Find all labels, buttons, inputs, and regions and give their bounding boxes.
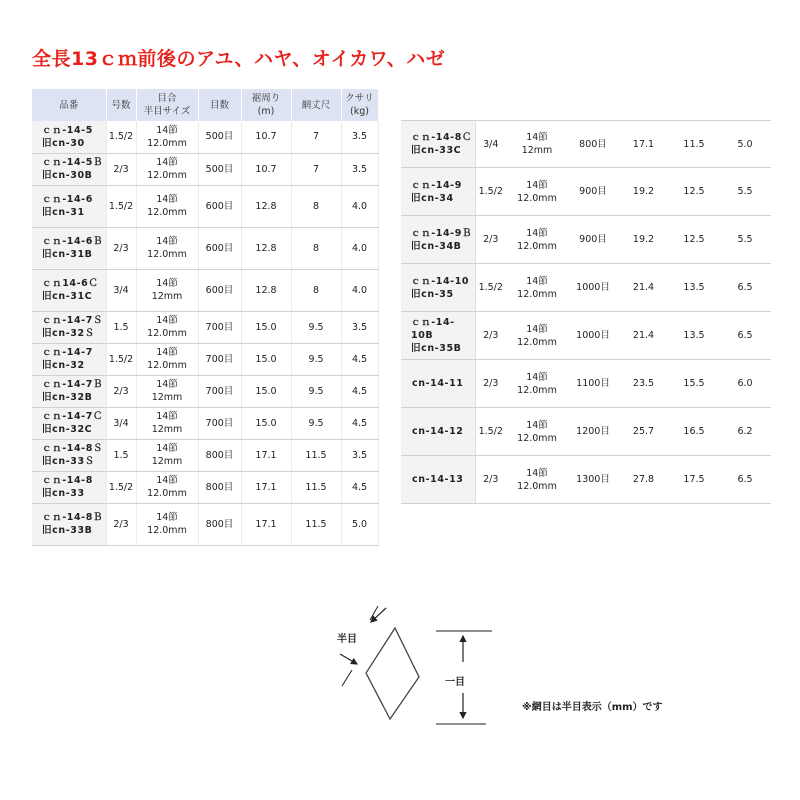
mesu-cell: 800目 bbox=[568, 121, 618, 168]
hinban-cell bbox=[401, 121, 475, 168]
susomawari-cell: 15.0 bbox=[241, 343, 291, 375]
full-mesh-label: 一目 bbox=[445, 677, 465, 688]
hinban-cell bbox=[32, 375, 106, 407]
amitake-cell: 11.5 bbox=[291, 503, 341, 545]
mesu-cell: 1000目 bbox=[568, 312, 618, 360]
hinban-cell bbox=[32, 121, 106, 153]
mesh-diamond bbox=[366, 628, 419, 719]
old-product-code: 旧cn-31C bbox=[42, 291, 93, 302]
susomawari-cell: 12.8 bbox=[241, 227, 291, 269]
hinban-cell bbox=[32, 185, 106, 227]
amitake-cell: 7 bbox=[291, 153, 341, 185]
spec-table-left bbox=[32, 89, 379, 546]
mesu-cell: 900目 bbox=[568, 168, 618, 216]
table-row bbox=[32, 311, 378, 343]
meai-cell: 14節 12mm bbox=[506, 121, 568, 168]
hinban-cell bbox=[401, 312, 475, 360]
header-kusari: クサリ (kg) bbox=[341, 89, 378, 121]
table-row bbox=[401, 121, 771, 168]
mesu-cell: 800目 bbox=[198, 439, 241, 471]
kusari-cell: 4.5 bbox=[341, 407, 378, 439]
product-code: ｃｎ14-6Ｃ bbox=[42, 278, 99, 289]
mesu-cell: 600目 bbox=[198, 269, 241, 311]
kusari-cell: 3.5 bbox=[341, 311, 378, 343]
meai-cell: 14節 12.0mm bbox=[506, 264, 568, 312]
gousu-cell: 1.5/2 bbox=[475, 168, 506, 216]
page-title: 全長13ｃｍ前後のアユ、ハヤ、オイカワ、ハゼ bbox=[32, 48, 446, 70]
gousu-cell: 3/4 bbox=[106, 407, 136, 439]
old-product-code: 旧cn-34B bbox=[411, 240, 462, 252]
hinban-cell bbox=[401, 264, 475, 312]
meai-cell: 14節 12mm bbox=[136, 407, 198, 439]
table-row bbox=[401, 168, 771, 216]
gousu-cell: 2/3 bbox=[475, 456, 506, 504]
amitake-cell: 7 bbox=[291, 121, 341, 153]
amitake-cell: 9.5 bbox=[291, 311, 341, 343]
table-header-row bbox=[32, 89, 378, 121]
old-product-code: 旧cn-35 bbox=[411, 288, 454, 300]
hinban-cell bbox=[32, 269, 106, 311]
kusari-cell: 6.5 bbox=[719, 456, 771, 504]
amitake-cell: 8 bbox=[291, 269, 341, 311]
mesu-cell: 500目 bbox=[198, 121, 241, 153]
table-row bbox=[32, 407, 378, 439]
table-row bbox=[32, 227, 378, 269]
product-code: ｃｎ-14-10 bbox=[411, 275, 470, 287]
mesu-cell: 700目 bbox=[198, 311, 241, 343]
kusari-cell: 4.5 bbox=[341, 471, 378, 503]
gousu-cell: 2/3 bbox=[475, 216, 506, 264]
susomawari-cell: 17.1 bbox=[241, 503, 291, 545]
meai-cell: 14節 12.0mm bbox=[136, 311, 198, 343]
old-product-code: 旧cn-32Ｓ bbox=[42, 328, 95, 339]
kusari-cell: 4.5 bbox=[341, 343, 378, 375]
amitake-cell: 13.5 bbox=[669, 312, 719, 360]
amitake-cell: 11.5 bbox=[669, 121, 719, 168]
amitake-cell: 11.5 bbox=[291, 471, 341, 503]
old-product-code: 旧cn-31 bbox=[42, 207, 85, 218]
product-code: ｃｎ-14-9 bbox=[411, 179, 462, 191]
meai-cell: 14節 12.0mm bbox=[506, 168, 568, 216]
gousu-cell: 1.5/2 bbox=[106, 471, 136, 503]
kusari-cell: 5.5 bbox=[719, 168, 771, 216]
meai-cell: 14節 12.0mm bbox=[136, 343, 198, 375]
hinban-cell bbox=[32, 503, 106, 545]
gousu-cell: 2/3 bbox=[106, 375, 136, 407]
hinban-cell bbox=[32, 407, 106, 439]
mesu-cell: 800目 bbox=[198, 503, 241, 545]
spec-table-right bbox=[401, 120, 771, 504]
gousu-cell: 2/3 bbox=[106, 153, 136, 185]
old-product-code: 旧cn-32C bbox=[42, 424, 93, 435]
kusari-cell: 4.5 bbox=[341, 375, 378, 407]
amitake-cell: 17.5 bbox=[669, 456, 719, 504]
product-code: cn-14-11 bbox=[411, 378, 464, 389]
gousu-cell: 2/3 bbox=[106, 503, 136, 545]
susomawari-cell: 17.1 bbox=[241, 471, 291, 503]
product-code: ｃｎ-14-7 bbox=[42, 347, 93, 358]
old-product-code: 旧cn-33C bbox=[411, 145, 462, 156]
amitake-cell: 15.5 bbox=[669, 360, 719, 408]
mesu-cell: 600目 bbox=[198, 185, 241, 227]
table-row bbox=[401, 312, 771, 360]
product-code: cn-14-13 bbox=[411, 474, 464, 485]
product-code: ｃｎ-14-7Ｃ bbox=[42, 411, 104, 422]
product-code: cn-14-12 bbox=[411, 426, 464, 437]
header-amitake: 網丈尺 bbox=[291, 89, 341, 121]
amitake-cell: 9.5 bbox=[291, 343, 341, 375]
half-mesh-label: 半目 bbox=[337, 634, 357, 645]
meai-cell: 14節 12.0mm bbox=[136, 503, 198, 545]
hinban-cell bbox=[32, 227, 106, 269]
susomawari-cell: 17.1 bbox=[618, 121, 669, 168]
susomawari-cell: 12.8 bbox=[241, 185, 291, 227]
gousu-cell: 1.5 bbox=[106, 311, 136, 343]
amitake-cell: 11.5 bbox=[291, 439, 341, 471]
old-product-code: 旧cn-32 bbox=[42, 360, 85, 371]
hinban-cell bbox=[401, 360, 475, 408]
amitake-cell: 12.5 bbox=[669, 216, 719, 264]
product-code: ｃｎ-14-10B bbox=[411, 317, 455, 341]
susomawari-cell: 15.0 bbox=[241, 407, 291, 439]
header-gousu: 号数 bbox=[106, 89, 136, 121]
meai-cell: 14節 12.0mm bbox=[136, 185, 198, 227]
half-mesh-arrow-top bbox=[370, 606, 378, 620]
table-row bbox=[32, 503, 378, 545]
kusari-cell: 6.0 bbox=[719, 360, 771, 408]
hinban-cell bbox=[401, 456, 475, 504]
mesu-cell: 700目 bbox=[198, 407, 241, 439]
old-product-code: 旧cn-34 bbox=[411, 192, 454, 204]
old-product-code: 旧cn-33Ｓ bbox=[42, 456, 95, 467]
kusari-cell: 3.5 bbox=[341, 121, 378, 153]
kusari-cell: 6.5 bbox=[719, 264, 771, 312]
amitake-cell: 12.5 bbox=[669, 168, 719, 216]
susomawari-cell: 25.7 bbox=[618, 408, 669, 456]
susomawari-cell: 27.8 bbox=[618, 456, 669, 504]
gousu-cell: 1.5/2 bbox=[475, 408, 506, 456]
hinban-cell bbox=[32, 311, 106, 343]
amitake-cell: 8 bbox=[291, 227, 341, 269]
susomawari-cell: 17.1 bbox=[241, 439, 291, 471]
header-hinban: 品番 bbox=[32, 89, 106, 121]
header-mesu: 目数 bbox=[198, 89, 241, 121]
meai-cell: 14節 12.0mm bbox=[506, 216, 568, 264]
kusari-cell: 5.0 bbox=[719, 121, 771, 168]
meai-cell: 14節 12mm bbox=[136, 439, 198, 471]
amitake-cell: 9.5 bbox=[291, 407, 341, 439]
meai-cell: 14節 12.0mm bbox=[506, 456, 568, 504]
susomawari-cell: 10.7 bbox=[241, 121, 291, 153]
product-code: ｃｎ-14-7Ｂ bbox=[42, 379, 104, 390]
table-row bbox=[401, 456, 771, 504]
old-product-code: 旧cn-31B bbox=[42, 249, 93, 260]
mesu-cell: 700目 bbox=[198, 375, 241, 407]
kusari-cell: 6.2 bbox=[719, 408, 771, 456]
table-row bbox=[401, 216, 771, 264]
table-row bbox=[32, 185, 378, 227]
meai-cell: 14節 12.0mm bbox=[136, 153, 198, 185]
table-row bbox=[401, 264, 771, 312]
kusari-cell: 6.5 bbox=[719, 312, 771, 360]
kusari-cell: 5.0 bbox=[341, 503, 378, 545]
mesu-cell: 600目 bbox=[198, 227, 241, 269]
mesu-cell: 1000目 bbox=[568, 264, 618, 312]
hinban-cell bbox=[401, 168, 475, 216]
meai-cell: 14節 12mm bbox=[136, 269, 198, 311]
half-mesh-arrow-bottom bbox=[340, 654, 357, 664]
table-row bbox=[32, 121, 378, 153]
product-code: ｃｎ-14-8Ｓ bbox=[42, 443, 104, 454]
gousu-cell: 1.5/2 bbox=[106, 121, 136, 153]
susomawari-cell: 15.0 bbox=[241, 311, 291, 343]
amitake-cell: 13.5 bbox=[669, 264, 719, 312]
gousu-cell: 1.5 bbox=[106, 439, 136, 471]
susomawari-cell: 19.2 bbox=[618, 216, 669, 264]
gousu-cell: 2/3 bbox=[106, 227, 136, 269]
old-product-code: 旧cn-32B bbox=[42, 392, 93, 403]
table-row bbox=[32, 375, 378, 407]
meai-cell: 14節 12.0mm bbox=[136, 121, 198, 153]
mesu-cell: 1100目 bbox=[568, 360, 618, 408]
old-product-code: 旧cn-33B bbox=[42, 525, 93, 536]
mesu-cell: 800目 bbox=[198, 471, 241, 503]
product-code: ｃｎ-14-5Ｂ bbox=[42, 157, 104, 168]
susomawari-cell: 21.4 bbox=[618, 264, 669, 312]
meai-cell: 14節 12.0mm bbox=[506, 312, 568, 360]
table-row bbox=[32, 343, 378, 375]
hinban-cell bbox=[32, 153, 106, 185]
meai-cell: 14節 12.0mm bbox=[136, 227, 198, 269]
product-code: ｃｎ-14-7Ｓ bbox=[42, 315, 104, 326]
product-code: ｃｎ-14-6 bbox=[42, 194, 93, 205]
product-code: ｃｎ-14-6Ｂ bbox=[42, 236, 104, 247]
gousu-cell: 2/3 bbox=[475, 360, 506, 408]
table-row bbox=[32, 153, 378, 185]
mesu-cell: 700目 bbox=[198, 343, 241, 375]
susomawari-cell: 19.2 bbox=[618, 168, 669, 216]
header-susomawari: 裾周り (m) bbox=[241, 89, 291, 121]
amitake-cell: 9.5 bbox=[291, 375, 341, 407]
table-row bbox=[32, 439, 378, 471]
kusari-cell: 4.0 bbox=[341, 227, 378, 269]
susomawari-cell: 23.5 bbox=[618, 360, 669, 408]
susomawari-cell: 15.0 bbox=[241, 375, 291, 407]
product-code: ｃｎ-14-8Ｂ bbox=[42, 512, 104, 523]
mesu-cell: 900目 bbox=[568, 216, 618, 264]
table-row bbox=[401, 360, 771, 408]
mesh-diagram-svg bbox=[0, 600, 520, 740]
meai-cell: 14節 12mm bbox=[136, 375, 198, 407]
gousu-cell: 1.5/2 bbox=[106, 343, 136, 375]
mesu-cell: 1200目 bbox=[568, 408, 618, 456]
mesh-note: ※網目は半目表示（mm）です bbox=[522, 702, 663, 713]
hinban-cell bbox=[32, 471, 106, 503]
gousu-cell: 1.5/2 bbox=[475, 264, 506, 312]
gousu-cell: 3/4 bbox=[106, 269, 136, 311]
product-code: ｃｎ-14-5 bbox=[42, 124, 93, 136]
old-product-code: 旧cn-33 bbox=[42, 488, 85, 499]
header-meai: 目合 半目サイズ bbox=[136, 89, 198, 121]
meai-cell: 14節 12.0mm bbox=[136, 471, 198, 503]
kusari-cell: 3.5 bbox=[341, 439, 378, 471]
mesu-cell: 500目 bbox=[198, 153, 241, 185]
product-code: ｃｎ-14-9Ｂ bbox=[411, 227, 473, 239]
product-code: ｃｎ-14-8Ｃ bbox=[411, 132, 473, 143]
susomawari-cell: 12.8 bbox=[241, 269, 291, 311]
meai-cell: 14節 12.0mm bbox=[506, 360, 568, 408]
table-row bbox=[32, 471, 378, 503]
old-product-code: 旧cn-30 bbox=[42, 137, 85, 149]
hinban-cell bbox=[32, 343, 106, 375]
table-row bbox=[32, 269, 378, 311]
hinban-cell bbox=[32, 439, 106, 471]
kusari-cell: 4.0 bbox=[341, 269, 378, 311]
gousu-cell: 2/3 bbox=[475, 312, 506, 360]
kusari-cell: 4.0 bbox=[341, 185, 378, 227]
mesu-cell: 1300目 bbox=[568, 456, 618, 504]
table-row bbox=[401, 408, 771, 456]
old-product-code: 旧cn-35B bbox=[411, 343, 462, 354]
susomawari-cell: 21.4 bbox=[618, 312, 669, 360]
meai-cell: 14節 12.0mm bbox=[506, 408, 568, 456]
susomawari-cell: 10.7 bbox=[241, 153, 291, 185]
amitake-cell: 8 bbox=[291, 185, 341, 227]
mesh-diagram bbox=[0, 600, 520, 744]
hinban-cell bbox=[401, 216, 475, 264]
kusari-cell: 5.5 bbox=[719, 216, 771, 264]
gousu-cell: 3/4 bbox=[475, 121, 506, 168]
hinban-cell bbox=[401, 408, 475, 456]
product-code: ｃｎ-14-8 bbox=[42, 475, 93, 486]
amitake-cell: 16.5 bbox=[669, 408, 719, 456]
old-product-code: 旧cn-30B bbox=[42, 170, 93, 181]
kusari-cell: 3.5 bbox=[341, 153, 378, 185]
gousu-cell: 1.5/2 bbox=[106, 185, 136, 227]
